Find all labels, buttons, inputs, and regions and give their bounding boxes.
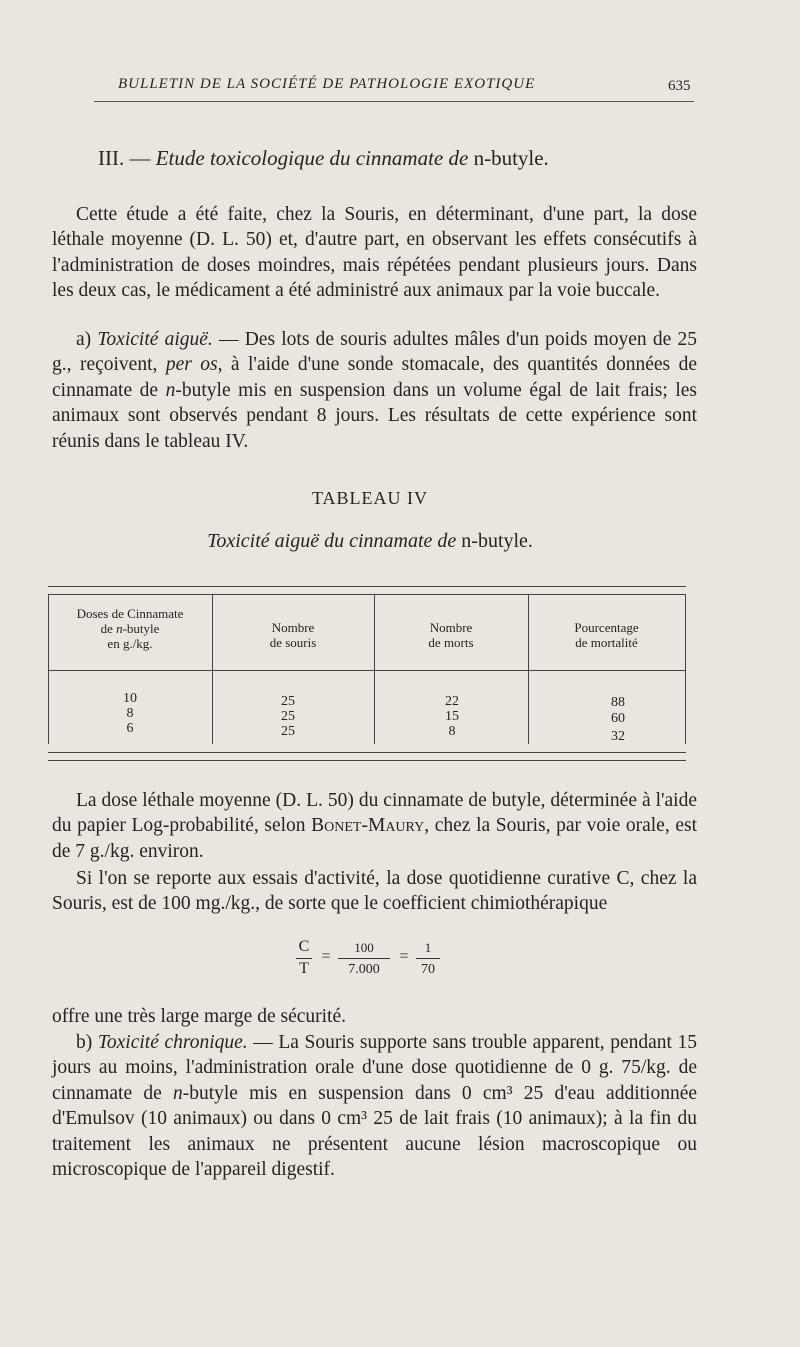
acute-text-3: -butyle mis en suspension dans un volume égal de lait frais; les animaux sont observés pendant 8 jours. Les résultats de cette expérience sont réunis dans le tableau IV. xyxy=(52,379,698,452)
table-row-2-pourcentage: 60 xyxy=(611,711,625,726)
header-dose xyxy=(48,606,212,651)
table-row-2-morts: 15 xyxy=(445,709,459,724)
ld50-text-b: , chez la Souris, par voie orale, est de 7 g./kg. environ. xyxy=(52,815,697,862)
table-row-3-souris: 25 xyxy=(281,724,295,739)
acute-text: — Des lots de souris adultes mâles d'un poids moyen de 25 g., reçoivent, xyxy=(52,329,697,376)
header-souris-line2: de souris xyxy=(269,635,317,650)
chronic-heading: Toxicité chronique. xyxy=(97,1032,248,1053)
formula-left-numerator: C xyxy=(298,938,310,955)
table-row-1-morts: 22 xyxy=(445,694,459,709)
ld50-author: Bonet-Maury xyxy=(311,815,425,837)
header-morts xyxy=(374,620,528,650)
formula-equals-2: = xyxy=(399,948,409,965)
margin-paragraph: offre une très large marge de sécurité. xyxy=(52,1006,346,1027)
table-row-3-morts: 8 xyxy=(448,724,456,739)
table-row-2-dose: 8 xyxy=(126,706,134,721)
page-number: 635 xyxy=(668,78,691,94)
table-row-1-souris: 25 xyxy=(281,694,295,709)
table-caption-text: Toxicité aiguë du cinnamate de xyxy=(207,530,457,552)
table-bottom-rule-outer xyxy=(48,760,686,761)
table-bottom-rule xyxy=(48,752,686,753)
header-morts-line2: de morts xyxy=(428,635,474,650)
table-row-2-souris: 25 xyxy=(281,709,295,724)
header-rule xyxy=(94,101,694,102)
section-title-text: Etude toxicologique du cinnamate de xyxy=(155,146,469,170)
acute-per-os: per os xyxy=(165,354,218,376)
formula-equals-1: = xyxy=(321,948,331,965)
acute-text-2: , à l'aide d'une sonde stomacale, des quantités données de cinnamate de xyxy=(52,354,697,401)
section-title xyxy=(98,146,549,171)
table-header-rule xyxy=(48,670,686,671)
header-mortalite-line2: de mortalité xyxy=(575,635,638,650)
header-morts-line1: Nombre xyxy=(429,620,473,635)
intro-paragraph: Cette étude a été faite, chez la Souris, en déterminant, d'une part, la dose léthale moyenne (D. L. 50) et, d'autre part, en observant les effets consécutifs à l'administration de doses moindres, mais répétées pendant plusieurs jours. Dans les deux cas, le médicament a été administré aux animaux par la voie buccale. xyxy=(52,204,697,302)
running-head: BULLETIN DE LA SOCIÉTÉ DE PATHOLOGIE EXOTIQUE xyxy=(118,76,536,92)
table-top-rule-outer xyxy=(48,586,686,587)
section-title-compound: n-butyle. xyxy=(468,146,549,170)
acute-heading: Toxicité aiguë. xyxy=(97,329,213,350)
table-row-3-pourcentage: 32 xyxy=(611,729,625,744)
header-souris-line1: Nombre xyxy=(271,620,315,635)
table-top-rule xyxy=(48,594,686,595)
formula-left-bar xyxy=(296,958,312,959)
coefficient-paragraph: Si l'on se reporte aux essais d'activité, la dose quotidienne curative C, chez la Souris, est de 100 mg./kg., de sorte que le coefficient chimiothérapique xyxy=(52,868,697,915)
header-mortalite xyxy=(528,620,685,650)
table-row-1-pourcentage: 88 xyxy=(611,695,625,710)
header-dose-de: de xyxy=(100,621,117,636)
ld50-text-a: La dose léthale moyenne (D. L. 50) du cinnamate de butyle, déterminée à l'aide du papier Log-probabilité, selon xyxy=(52,790,697,837)
section-number: III. — xyxy=(98,146,151,170)
chronic-text: — La Souris supporte sans trouble apparent, pendant 15 jours au moins, l'administration orale d'une dose quotidienne de 0 g. 75/kg. de cinnamate de xyxy=(52,1032,697,1104)
header-dose-line1: Doses de Cinnamate xyxy=(76,606,184,621)
table-col-divider-1 xyxy=(212,594,213,744)
formula-right-bar xyxy=(416,958,440,959)
table-right-border xyxy=(685,594,686,744)
chronic-paragraph xyxy=(52,1030,697,1182)
formula-left-denominator: T xyxy=(299,960,309,977)
table-col-divider-3 xyxy=(528,594,529,744)
header-mortalite-line1: Pourcentage xyxy=(574,620,639,635)
acute-paragraph xyxy=(52,327,697,454)
acute-label: a) xyxy=(76,329,92,350)
formula-right-denominator: 70 xyxy=(421,962,435,977)
header-dose-line2 xyxy=(48,621,212,636)
toxicity-table xyxy=(48,580,686,765)
formula-right-numerator: 1 xyxy=(424,940,432,955)
table-row-1-dose: 10 xyxy=(123,691,137,706)
acute-n: n xyxy=(165,379,176,401)
header-dose-butyle: -butyle xyxy=(122,621,160,636)
header-souris xyxy=(212,620,374,650)
formula-mid-numerator: 100 xyxy=(354,940,374,955)
chronic-label: b) xyxy=(76,1032,93,1053)
table-col-divider-2 xyxy=(374,594,375,744)
table-caption xyxy=(0,530,740,553)
ld50-paragraph xyxy=(52,788,697,864)
table-row-3-dose: 6 xyxy=(126,721,134,736)
chronic-text-2: -butyle mis en suspension dans 0 cm³ 25 d'eau additionnée d'Emulsov (10 animaux) ou dans 0 cm³ 25 de lait frais (10 animaux); à la fin du traitement les animaux ne présentent aucune lésion macroscopique ou microscopique de l'appareil digestif. xyxy=(52,1082,698,1181)
formula-mid-bar xyxy=(338,958,390,959)
header-dose-n: n xyxy=(116,621,123,636)
table-label: TABLEAU IV xyxy=(311,488,429,508)
header-dose-line3: en g./kg. xyxy=(107,636,153,651)
table-caption-compound: n-butyle. xyxy=(456,530,533,552)
chronic-n: n xyxy=(172,1082,183,1104)
formula-mid-denominator: 7.000 xyxy=(348,962,380,977)
